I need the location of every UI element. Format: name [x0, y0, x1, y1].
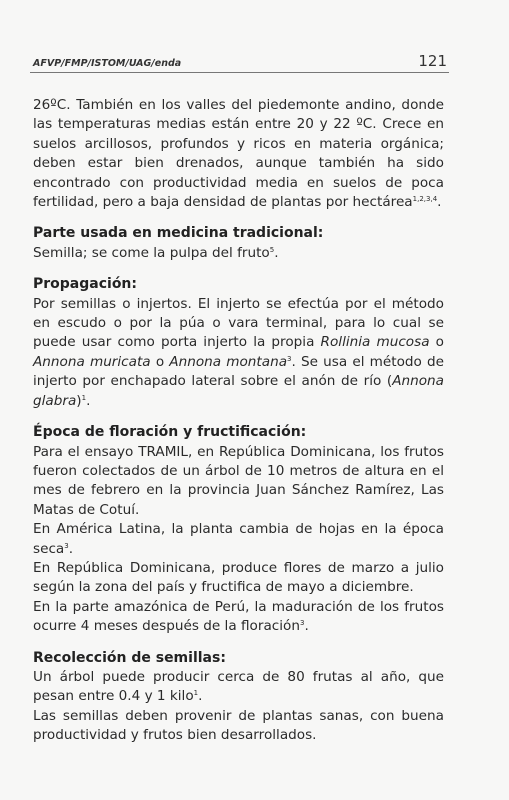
footnote-ref: 5	[269, 245, 275, 254]
section-heading-recoleccion: Recolección de semillas:	[33, 649, 226, 666]
section-heading-floracion: Época de floración y fructificación:	[33, 424, 307, 441]
species-name: Annona montana	[169, 353, 288, 370]
species-name: Annona muricata	[33, 353, 151, 370]
footnote-ref: 3	[287, 354, 292, 363]
section-heading-parte-usada: Parte usada en medicina tradicional:	[33, 225, 324, 242]
floracion-paragraph-4: En la parte amazónica de Perú, la maduración de los frutos ocurre 4 meses después de la floración$^3$.	[33, 598, 444, 635]
header-publisher: AFVP/FMP/ISTOM/UAG/enda	[33, 58, 182, 69]
intro-paragraph: 26ºC. También en los valles del piedemonte andino, donde las temperaturas medias están entre 20 y 22 ºC. Crece en suelos arcillosos, profundos y ricos en materia orgánica; deben estar bien drenados, aunque también ha sido encontrado con productividad media en suelos de poca fertilidad, pero a baja densidad de plantas por hectárea$^{1,2,3,4}$.	[33, 97, 444, 211]
species-name: Annona glabra	[33, 373, 444, 409]
footnote-ref: 1,2,3,4	[412, 195, 438, 204]
footnote-ref: 3	[64, 541, 69, 550]
floracion-paragraph-2: En América Latina, la planta cambia de hojas en la época seca$^3$.	[33, 521, 444, 557]
section-heading-propagacion: Propagación:	[33, 276, 138, 293]
running-header	[30, 48, 449, 73]
species-name: Rollinia mucosa	[320, 334, 430, 351]
recoleccion-paragraph-1: Un árbol puede producir cerca de 80 frutas al año, que pesan entre 0.4 y 1 kilo$^1$.	[33, 668, 444, 705]
footnote-ref: 1	[81, 393, 87, 402]
page-number: 121	[418, 52, 447, 70]
recoleccion-paragraph-2: Las semillas deben provenir de plantas sanas, con buena productividad y frutos bien desarrollados.	[33, 707, 444, 744]
footnote-ref: 3	[299, 619, 305, 628]
parte-usada-text: Semilla; se come la pulpa del fruto$^5$.	[33, 244, 279, 261]
footnote-ref: 1	[193, 689, 199, 698]
floracion-paragraph-3: En República Dominicana, produce flores de marzo a julio según la zona del país y fructifica de mayo a diciembre.	[33, 559, 444, 596]
propagacion-text: Por semillas o injertos. El injerto se efectúa por el método en escudo o por la púa o vara terminal, para lo cual se puede usar como porta injerto la propia Rollinia mucosa o Annona muricata o Annona montana$^3$. Se usa el método de injerto por enchapado lateral sobre el anón de río (Annona glabra)$^1$.	[33, 295, 444, 409]
floracion-paragraph-1: Para el ensayo TRAMIL, en República Dominicana, los frutos fueron colectados de un árbol de 10 metros de altura en el mes de febrero en la provincia Juan Sánchez Ramírez, Las Matas de Cotuí.	[33, 443, 444, 518]
page-content	[33, 96, 444, 746]
